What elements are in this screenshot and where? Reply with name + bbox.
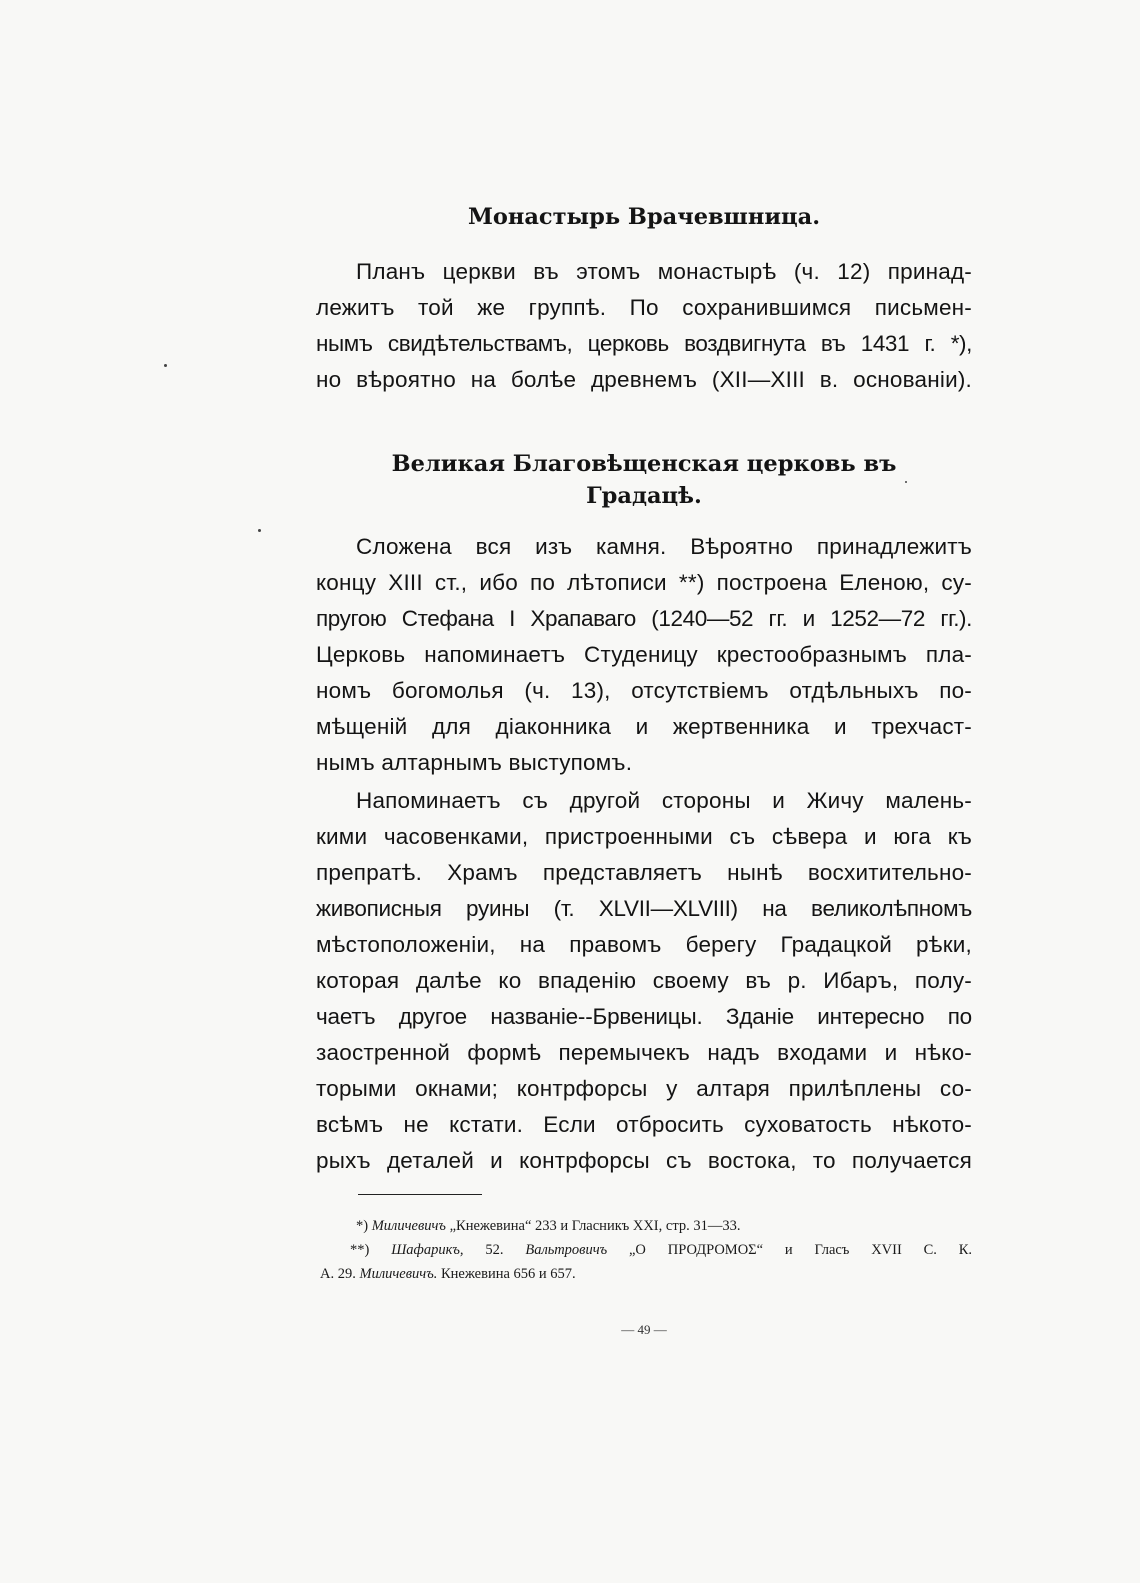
text-line: лежитъ той же группѣ. По сохранившимся письмен-: [316, 295, 972, 320]
text-line: всѣмъ не кстати. Если отбросить суховатость нѣкото-: [316, 1112, 972, 1137]
text-line: кими часовенками, пристроенными съ сѣвера и юга къ: [316, 824, 972, 849]
text-line: Планъ церкви въ этомъ монастырѣ (ч. 12) принад-: [356, 259, 972, 284]
text-line: мѣстоположеніи, на правомъ берегу Градацкой рѣки,: [316, 932, 972, 957]
scan-speck: [258, 529, 261, 532]
scan-speck: [164, 364, 167, 367]
text-line: мѣщеній для діаконника и жертвенника и трехчаст-: [316, 714, 972, 739]
section-title-gradac-line1: Великая Благовѣщенская церковь въ: [391, 451, 897, 477]
section-title-vrachevshnica: Монастырь Врачевшница.: [467, 204, 821, 230]
footnote-author: Вальтровичъ: [525, 1242, 608, 1258]
section-title-gradac-line2: Градацѣ.: [586, 483, 702, 509]
footnote-rule: [358, 1194, 482, 1195]
footnote-2-line1: [320, 1240, 972, 1260]
text-line: Церковь напоминаетъ Студеницу крестообразнымъ пла-: [316, 642, 972, 667]
text-line: нымъ свидѣтельствамъ, церковь воздвигнута въ 1431 г. *),: [316, 331, 972, 356]
footnote-2-line2: [320, 1264, 972, 1284]
footnote-text: „Кнежевина“ 233 и Гласникъ XXI, стр. 31—33.: [449, 1218, 741, 1234]
text-line: Сложена вся изъ камня. Вѣроятно принадлежитъ: [356, 534, 972, 559]
footnote-text: Кнежевина 656 и 657.: [440, 1266, 576, 1282]
text-line: препратѣ. Храмъ представляетъ нынѣ восхитительно-: [316, 860, 972, 885]
text-line: нымъ алтарнымъ выступомъ.: [316, 750, 633, 775]
text-line: чаетъ другое названіе--Брвеницы. Зданіе интересно по: [316, 1004, 972, 1029]
footnote-text: 52.: [485, 1242, 504, 1258]
text-line: рыхъ деталей и контрфорсы съ востока, то получается: [316, 1148, 972, 1173]
footnote-author: Миличевичъ: [371, 1218, 446, 1234]
text-line: торыми окнами; контрфорсы у алтаря прилѣплены со-: [316, 1076, 972, 1101]
text-line: пругою Стефана I Храпаваго (1240—52 гг. и 1252—72 гг.).: [316, 606, 972, 631]
text-line: которая далѣе ко впаденію своему въ р. Ибаръ, полу-: [316, 968, 972, 993]
footnote-marker: *): [356, 1218, 369, 1234]
text-line: номъ богомолья (ч. 13), отсутствіемъ отдѣльныхъ по-: [316, 678, 972, 703]
text-line: живописныя руины (т. XLVII—XLVIII) на великолѣпномъ: [316, 896, 972, 921]
footnote-author: Миличевичъ.: [359, 1266, 438, 1282]
footnote-text: „О ПРОДРОМОΣ“ и Гласъ XVII С. К.: [629, 1242, 973, 1258]
footnote-author: Шафарикъ,: [391, 1242, 464, 1258]
footnote-marker: **): [350, 1242, 370, 1258]
text-line: Напоминаетъ съ другой стороны и Жичу малень-: [356, 788, 972, 813]
text-line: но вѣроятно на болѣе древнемъ (XII—XIII в. основаніи).: [316, 367, 972, 392]
footnote-1: [320, 1216, 972, 1236]
text-line: заостренной формѣ перемычекъ надъ входами и нѣко-: [316, 1040, 972, 1065]
scan-speck: [905, 481, 907, 483]
footnote-text: А. 29.: [320, 1266, 356, 1282]
page-number: — 49 —: [621, 1322, 667, 1337]
text-line: концу XIII ст., ибо по лѣтописи **) построена Еленою, су-: [316, 570, 972, 595]
